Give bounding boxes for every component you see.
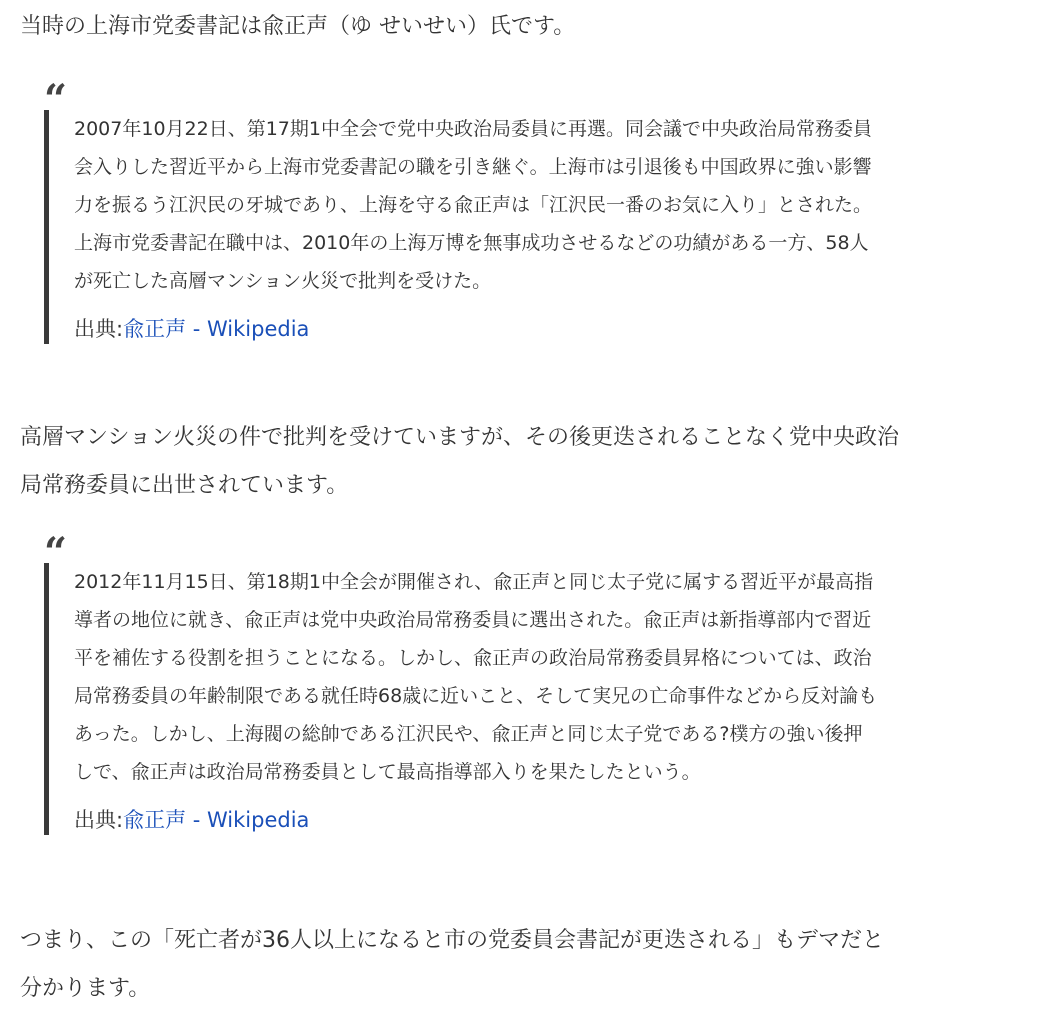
quote-line: 力を振るう江沢民の牙城であり、上海を守る兪正声は「江沢民一番のお気に入り」とされた。	[74, 194, 873, 216]
quote-line: 導者の地位に就き、兪正声は党中央政治局常務委員に選出された。兪正声は新指導部内で習近	[74, 609, 872, 631]
source-link[interactable]: 兪正声 - Wikipedia	[123, 317, 310, 341]
paragraph-intro	[20, 3, 575, 51]
quote-source	[74, 314, 1029, 344]
quote-mark-icon: “	[44, 529, 68, 576]
blockquote-body	[44, 110, 1029, 344]
source-prefix: 出典:	[74, 317, 124, 341]
quote-line: 2007年10月22日、第17期1中全会で党中央政治局委員に再選。同会議で中央政治局常務委員	[74, 118, 872, 140]
paragraph-line: 分かります。	[20, 976, 151, 1001]
quote-line: 2012年11月15日、第18期1中全会が開催され、兪正声と同じ太子党に属する習近平が最高指	[74, 571, 874, 593]
paragraph-middle	[20, 414, 899, 510]
quote-line: あった。しかし、上海閥の総帥である江沢民や、兪正声と同じ太子党である?樸方の強い後押	[74, 723, 863, 745]
source-link[interactable]: 兪正声 - Wikipedia	[123, 808, 310, 832]
paragraph-text: 当時の上海市党委書記は兪正声（ゆ せいせい）氏です。	[20, 14, 576, 39]
quote-line: 会入りした習近平から上海市党委書記の職を引き継ぐ。上海市は引退後も中国政界に強い影響	[74, 156, 872, 178]
quote-mark-icon: “	[44, 76, 68, 123]
quote-line: 局常務委員の年齢制限である就任時68歳に近いこと、そして実兄の亡命事件などから反対論も	[74, 685, 878, 707]
quote-line: が死亡した高層マンション火災で批判を受けた。	[74, 270, 492, 292]
quote-source	[74, 805, 1029, 835]
paragraph-line: 局常務委員に出世されています。	[20, 473, 349, 498]
paragraph-line: つまり、この「死亡者が36人以上になると市の党委員会書記が更迭される」もデマだと	[20, 928, 884, 953]
quote-line: しで、兪正声は政治局常務委員として最高指導部入りを果たしたという。	[74, 761, 701, 783]
paragraph-conclusion	[20, 917, 884, 1013]
source-prefix: 出典:	[74, 808, 124, 832]
blockquote-body	[44, 563, 1029, 835]
quote-line: 上海市党委書記在職中は、2010年の上海万博を無事成功させるなどの功績がある一方、58人	[74, 232, 869, 254]
quote-line: 平を補佐する役割を担うことになる。しかし、兪正声の政治局常務委員昇格については、政治	[74, 647, 872, 669]
paragraph-line: 高層マンション火災の件で批判を受けていますが、その後更迭されることなく党中央政治	[20, 425, 900, 450]
